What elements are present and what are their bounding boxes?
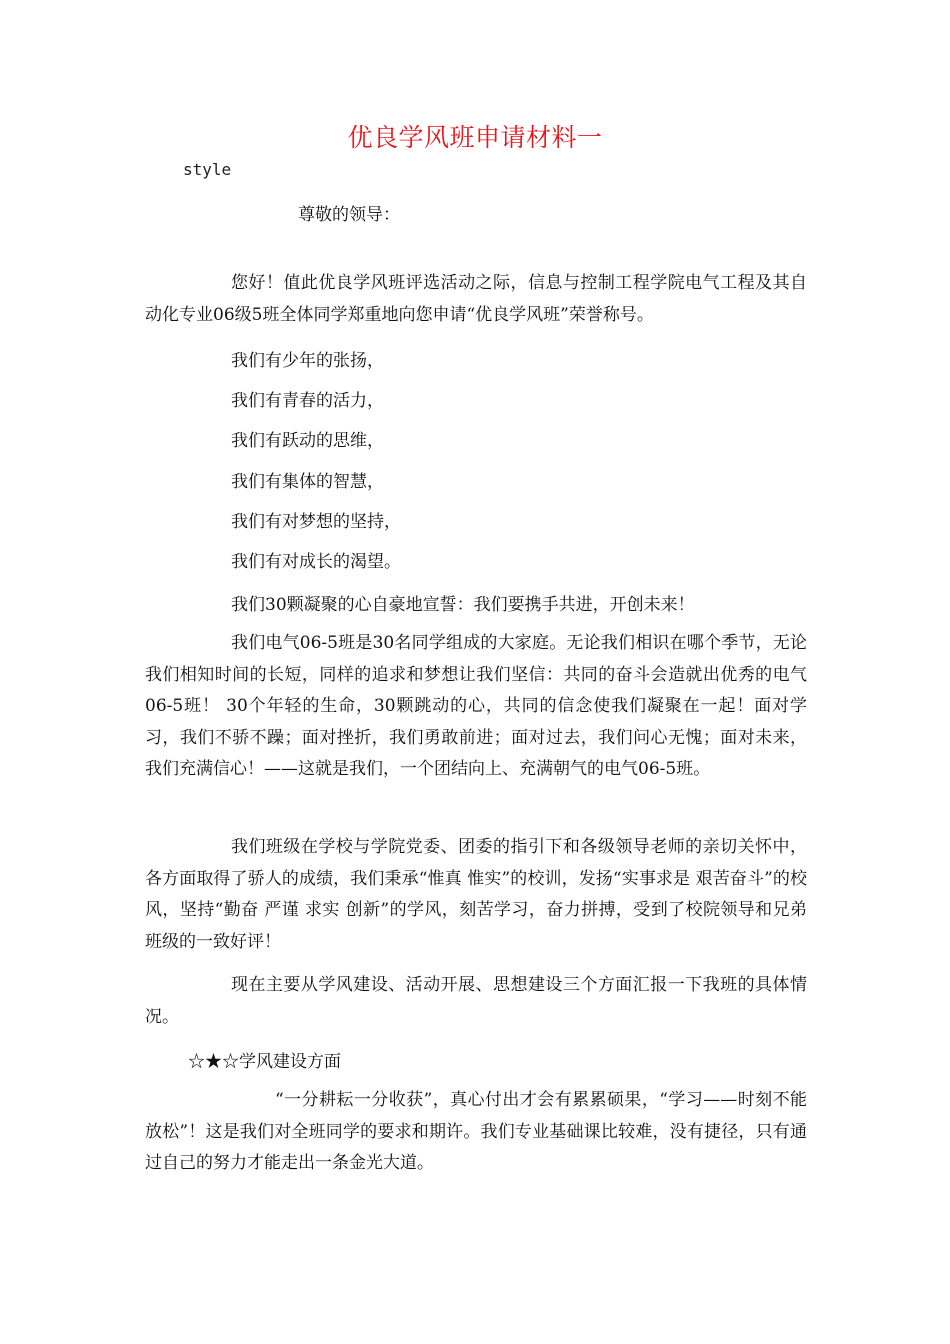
poem-line: 我们有对成长的渴望。 xyxy=(231,552,401,572)
salutation: 尊敬的领导： xyxy=(298,205,400,225)
class-intro-block xyxy=(145,628,807,786)
poem-line: 我们有集体的智慧， xyxy=(231,472,384,492)
poem-line: 我们有少年的张扬， xyxy=(231,351,384,371)
study-block xyxy=(145,1085,807,1180)
intro-paragraph-block xyxy=(145,268,807,331)
summary-block xyxy=(145,970,807,1033)
document-title: 优良学风班申请材料一 xyxy=(347,123,603,152)
summary-paragraph: 现在主要从学风建设、活动开展、思想建设三个方面汇报一下我班的具体情况。 xyxy=(145,975,807,1027)
poem-line: 我们有青春的活力， xyxy=(231,391,384,411)
study-paragraph: “一分耕耘一分收获”，真心付出才会有累累硕果，“学习——时刻不能放松”！这是我们对全班同学的要求和期许。我们专业基础课比较难，没有捷径，只有通过自己的努力才能走出一条金光大道。 xyxy=(145,1090,807,1173)
pledge-line: 我们30颗凝聚的心自豪地宣誓：我们要携手共进，开创未来！ xyxy=(231,595,695,615)
achievements-paragraph: 我们班级在学校与学院党委、团委的指引下和各级领导老师的亲切关怀中，各方面取得了骄人的成绩，我们秉承“惟真 惟实”的校训，发扬“实事求是 艰苦奋斗”的校风，坚持“勤奋 严谨 求实 创新”的学风，刻苦学习，奋力拼搏，受到了校院领导和兄弟班级的一致好评！ xyxy=(145,837,807,952)
poem-line: 我们有跃动的思维， xyxy=(231,431,384,451)
intro-paragraph: 您好！值此优良学风班评选活动之际，信息与控制工程学院电气工程及其自动化专业06级5班全体同学郑重地向您申请“优良学风班”荣誉称号。 xyxy=(145,273,807,325)
poem-line: 我们有对梦想的坚持， xyxy=(231,512,401,532)
achievements-block xyxy=(145,832,807,958)
style-label: style xyxy=(183,160,232,179)
class-intro-paragraph: 我们电气06-5班是30名同学组成的大家庭。无论我们相识在哪个季节，无论我们相知时间的长短，同样的追求和梦想让我们坚信：共同的奋斗会造就出优秀的电气06-5班！ 30个年轻的生命，30颗跳动的心，共同的信念使我们凝聚在一起！面对学习，我们不骄不躁；面对挫折，我们勇敢前进；面对过去，我们问心无愧；面对未来，我们充满信心！——这就是我们，一个团结向上、充满朝气的电气06-5班。 xyxy=(145,633,807,779)
section-heading: ☆★☆学风建设方面 xyxy=(188,1052,341,1072)
